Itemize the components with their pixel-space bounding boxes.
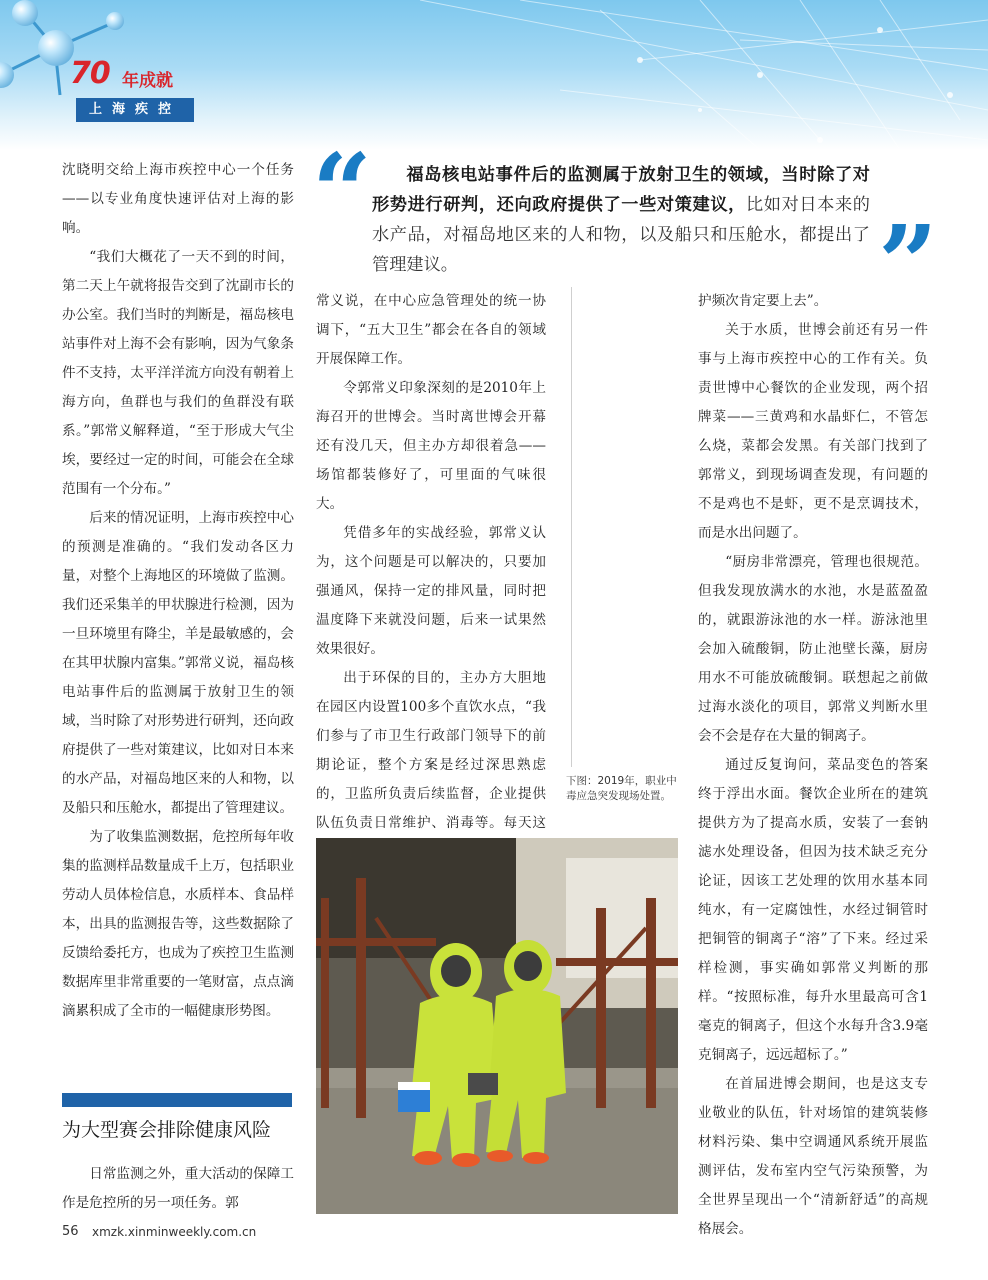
- article-column-2: [316, 287, 546, 867]
- page-number: 56: [62, 1224, 79, 1239]
- molecule-sphere: [38, 30, 74, 66]
- paragraph: 护频次肯定要上去”。: [698, 293, 828, 309]
- molecule-sphere: [12, 0, 38, 26]
- paragraph: 凭借多年的实战经验，郭常义认为，这个问题是可以解决的，只要加强通风，保持一定的排风量，同时把温度降下来就没问题，后来一试果然效果很好。: [316, 525, 546, 657]
- article-column-1-continued: [62, 1160, 294, 1218]
- paragraph: 关于水质，世博会前还有另一件事与上海市疾控中心的工作有关。负责世博中心餐饮的企业发现，两个招牌菜——三黄鸡和水晶虾仁，不管怎么烧，菜都会发黑。有关部门找到了郭常义，到现场调查发现，有问题的不是鸡也不是虾，更不是烹调技术，而是水出问题了。: [698, 322, 928, 541]
- paragraph: “我们大概花了一天不到的时间，第二天上午就将报告交到了沈副市长的办公室。我们当时的判断是，福岛核电站事件对上海不会有影响，因为气象条件不支持，太平洋洋流方向没有朝着上海方向，鱼群也与我们的鱼群没有联系。”郭常义解释道，“至于形成大气尘埃，要经过一定的时间，可能会在全球范围有一个分布。”: [62, 249, 294, 497]
- photo-caption: 下图：2019年，职业中毒应急突发现场处置。: [566, 775, 677, 802]
- article-column-3: [698, 287, 928, 1244]
- footer-url: xmzk.xinminweekly.com.cn: [92, 1225, 257, 1239]
- column-divider: [571, 287, 572, 767]
- paragraph: “厨房非常漂亮，管理也很规范。但我发现放满水的水池，水是蓝盈盈的，就跟游泳池的水一样。游泳池里会加入硫酸铜，防止池壁长藻，厨房用水不可能放硫酸铜。联想起之前做过海水淡化的项目，郭常义判断水里会不会是存在大量的铜离子。: [698, 554, 928, 744]
- paragraph: 沈晓明交给上海市疾控中心一个任务——以专业角度快速评估对上海的影响。: [62, 162, 294, 236]
- series-logo-subtitle: 上海疾控: [76, 98, 194, 122]
- paragraph: 为了收集监测数据，危控所每年收集的监测样品数量成千上万，包括职业劳动人员体检信息，水质样本、食品样本，出具的监测报告等，这些数据除了反馈给委托方，也成为了疾控卫生监测数据库里非常重要的一笔财富，点点滴滴累积成了全市的一幅健康形势图。: [62, 829, 294, 1019]
- section-bar: [62, 1093, 292, 1107]
- paragraph: 令郭常义印象深刻的是2010年上海召开的世博会。当时离世博会开幕还有没几天，但主办方却很着急——场馆都装修好了，可里面的气味很大。: [316, 380, 546, 512]
- article-column-1: [62, 156, 294, 1026]
- series-logo-word: 年成就: [122, 71, 173, 91]
- pull-quote: [372, 160, 870, 280]
- molecule-sphere: [106, 12, 124, 30]
- paragraph: 出于环保的目的，主办方大胆地在园区内设置100多个直饮水点，“我们参与了市卫生行政部门领导下的前期论证，整个方案是经过深思熟虑的，卫监所负责后续监督，企业提供队伍负责日常维护、消毒等。每天这: [316, 670, 546, 831]
- hazmat-team-photo: [316, 838, 678, 1214]
- paragraph: 后来的情况证明，上海市疾控中心的预测是准确的。“我们发动各区力量，对整个上海地区的环境做了监测。我们还采集羊的甲状腺进行检测，因为一旦环境里有降尘，羊是最敏感的，会在其甲状腺内富集。”郭常义说，福岛核电站事件后的监测属于放射卫生的领域，当时除了对形势进行研判，还向政府提供了一些对策建议，比如对日本来的水产品，对福岛地区来的人和物，以及船只和压舱水，都提出了管理建议。: [62, 510, 294, 816]
- series-logo: [70, 56, 210, 128]
- series-logo-number: 70: [70, 56, 110, 91]
- paragraph: 通过反复询问，菜品变色的答案终于浮出水面。餐饮企业所在的建筑提供方为了提高水质，安装了一套钠滤水处理设备，但因为技术缺乏充分论证，因该工艺处理的饮用水基本同纯水，有一定腐蚀性，水经过铜管时把铜管的铜离子“溶”了下来。经过采样检测，事实确如郭常义判断的那样。“按照标准，每升水里最高可含1毫克的铜离子，但这个水每升含3.9毫克铜离子，远远超标了。”: [698, 757, 928, 1063]
- hazmat-scene: [316, 838, 678, 1214]
- paragraph: 在首届进博会期间，也是这支专业敬业的队伍，针对场馆的建筑装修材料污染、集中空调通风系统开展监测评估，发布室内空气污染预警，为全世界呈现出一个“清新舒适”的高规格展会。: [698, 1076, 928, 1237]
- open-quote-icon: “: [312, 130, 372, 253]
- paragraph: 日常监测之外，重大活动的保障工作是危控所的另一项任务。郭: [62, 1166, 294, 1211]
- pull-quote-regular: 比如对日本来的水产品，对福岛地区来的人和物，以及船只和压舱水，都提出了管理建议。: [372, 195, 870, 275]
- close-quote-icon: ”: [878, 202, 938, 325]
- pull-quote-bold: 福岛核电站事件后的监测属于放射卫生的领域，当时除了对形势进行研判，还向政府提供了一些对策建议，: [372, 165, 870, 215]
- section-title: 为大型赛会排除健康风险: [62, 1119, 272, 1141]
- paragraph: 常义说，在中心应急管理处的统一协调下，“五大卫生”都会在各自的领域开展保障工作。: [316, 293, 546, 367]
